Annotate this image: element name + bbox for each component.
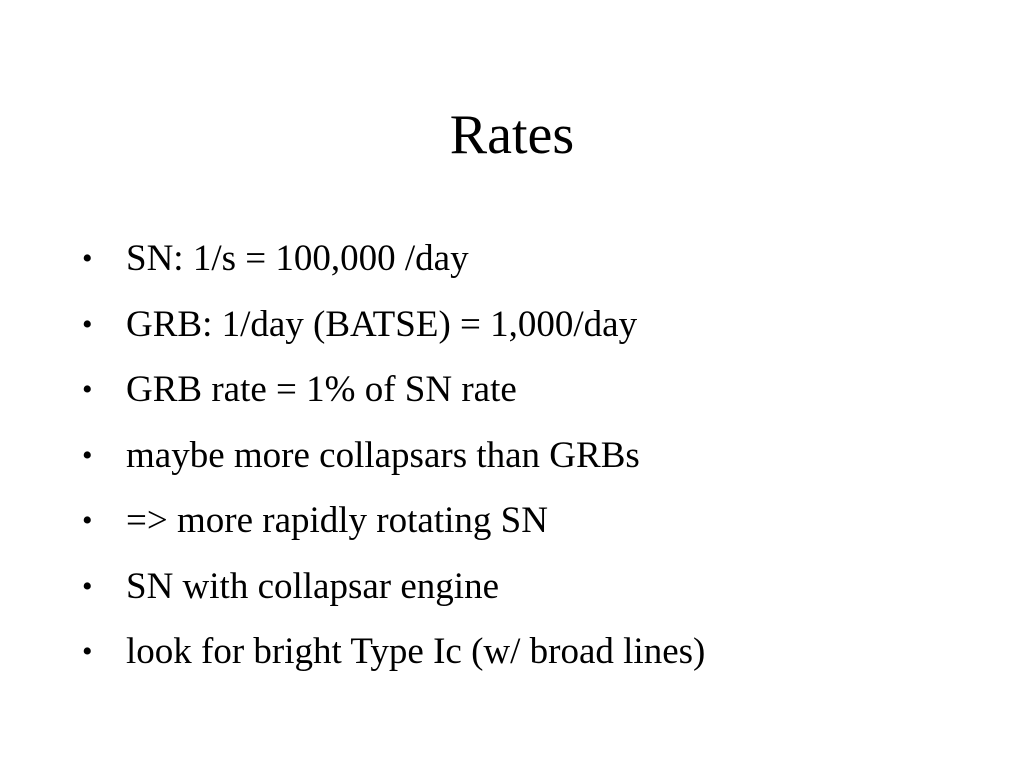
bullet-text: SN with collapsar engine [126, 565, 499, 607]
bullet-icon: • [82, 635, 93, 668]
bullet-icon: • [82, 438, 93, 472]
slide-title: Rates [449, 104, 575, 166]
bullet-icon: • [82, 307, 93, 341]
bullet-icon: • [82, 242, 93, 275]
bullet-text: maybe more collapsars than GRBs [126, 434, 640, 476]
bullet-icon: • [82, 504, 93, 537]
bullet-text: SN: 1/s = 100,000 /day [126, 238, 469, 279]
bullet-icon: • [82, 569, 93, 603]
bullet-text: => more rapidly rotating SN [126, 500, 548, 541]
bullet-text: GRB: 1/day (BATSE) = 1,000/day [126, 303, 638, 345]
bullet-text: look for bright Type Ic (w/ broad lines) [126, 631, 706, 672]
bullet-text: GRB rate = 1% of SN rate [126, 369, 517, 410]
bullet-icon: • [82, 373, 93, 406]
